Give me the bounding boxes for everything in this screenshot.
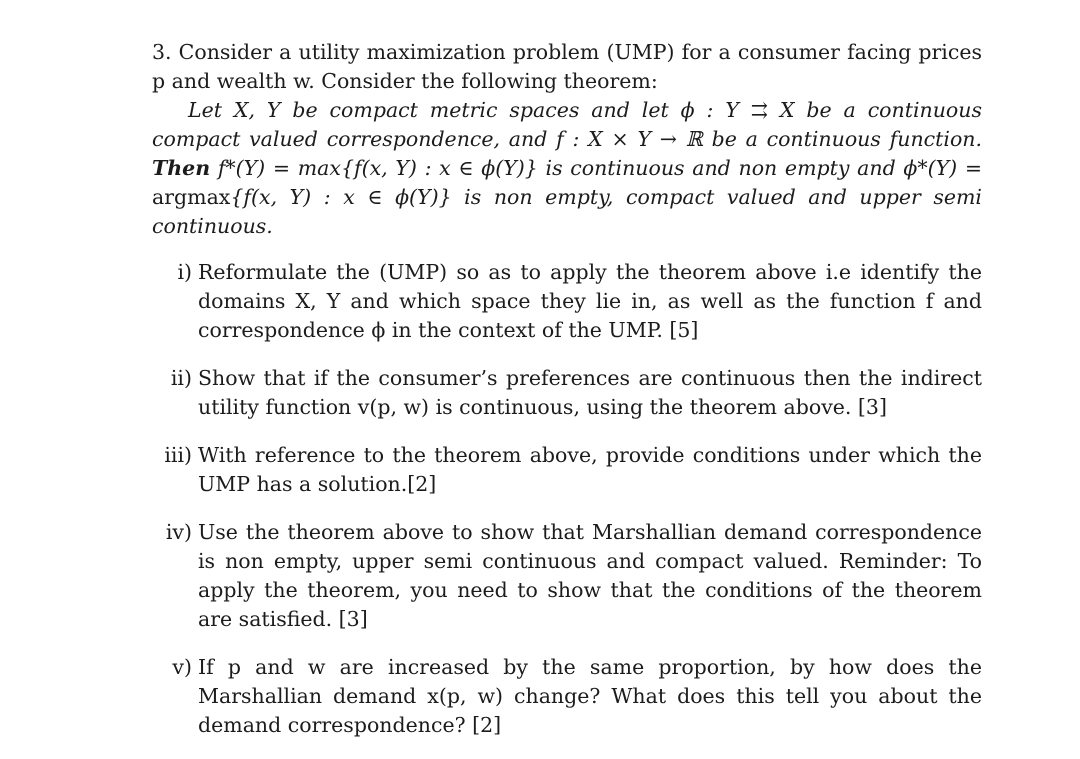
theorem-statement [152,96,982,241]
question-intro: 3. Consider a utility maximization problem (UMP) for a consumer facing prices p and wealth w. Consider the following theorem: [152,40,982,93]
theorem-hypothesis: Let X, Y be compact metric spaces and let ϕ : Y ⇉ X be a continuous compact valued correspondence, and f : X × Y → ℝ be a continuous function. [152,98,982,151]
question-document [152,38,982,759]
part-marker: iv) [165,520,192,544]
part-marker: ii) [170,366,192,390]
question-parts-list [152,258,982,740]
part-text: Show that if the consumer’s preferences are continuous then the indirect utility function v(p, w) is continuous, using the theorem above. [3] [198,366,982,419]
question-part-v [152,653,982,740]
part-text: With reference to the theorem above, provide conditions under which the UMP has a solution.[2] [198,443,982,496]
theorem-conclusion-argmax: {f(x, Y) : x ∈ ϕ(Y)} is non empty, compact valued and upper semi continuous. [152,185,982,238]
question-part-ii [152,364,982,422]
theorem-then-keyword: Then [152,156,211,180]
part-marker: v) [172,655,192,679]
theorem-conclusion-max: f*(Y) = max{f(x, Y) : x ∈ ϕ(Y)} is continuous and non empty and ϕ*(Y) = [217,156,982,180]
part-text: If p and w are increased by the same proportion, by how does the Marshallian demand x(p, w) change? What does this tell you about the demand correspondence? [2] [198,655,982,737]
theorem-argmax-operator: argmax [152,185,231,209]
part-marker: iii) [164,443,192,467]
part-marker: i) [177,260,192,284]
question-part-i [152,258,982,345]
part-text: Use the theorem above to show that Marshallian demand correspondence is non empty, upper semi continuous and compact valued. Reminder: To apply the theorem, you need to show that the conditions of the theorem are satisfied. [3] [198,520,982,631]
part-text: Reformulate the (UMP) so as to apply the theorem above i.e identify the domains X, Y and which space they lie in, as well as the function f and correspondence ϕ in the context of the UMP. [5] [198,260,982,342]
question-part-iv [152,518,982,634]
question-part-iii [152,441,982,499]
